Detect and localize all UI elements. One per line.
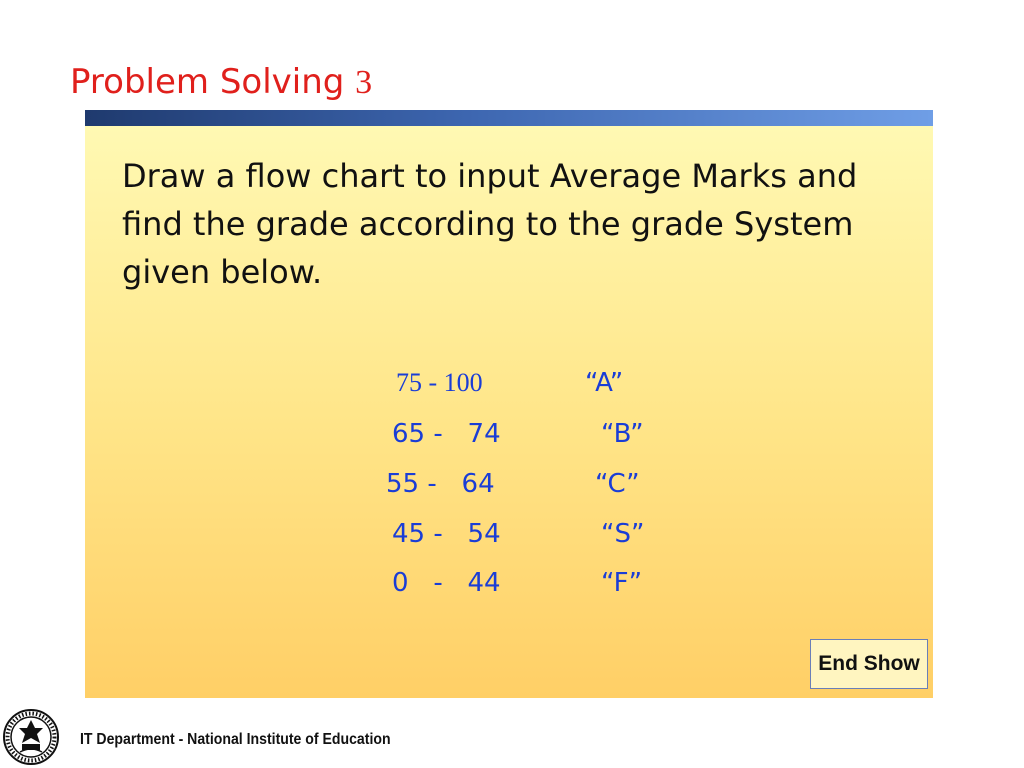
grade-letter-2: “C” [595,469,640,499]
slide-title-number: 3 [355,64,373,101]
grade-letter-4: “F” [601,568,643,598]
end-show-button[interactable]: End Show [810,639,928,689]
grade-range-1: 65 - 74 [392,419,501,449]
grade-range-2: 55 - 64 [386,469,495,499]
grade-range-text: 75 - 100 [396,368,483,397]
grade-range-0 [396,368,483,398]
national-institute-seal-icon [2,708,60,766]
slide-title-text: Problem Solving [70,62,345,102]
grade-letter-1: “B” [601,419,644,449]
problem-statement: Draw a flow chart to input Average Marks and find the grade according to the grade System given below. [122,157,858,291]
footer-department: IT Department - National Institute of Education [80,731,391,748]
grade-range-3: 45 - 54 [392,519,501,549]
grade-letter-3: “S” [601,519,645,549]
header-gradient-bar [85,110,933,126]
grade-range-4: 0 - 44 [392,568,501,598]
grade-letter-0: “A” [585,368,624,398]
slide-title [70,62,372,102]
